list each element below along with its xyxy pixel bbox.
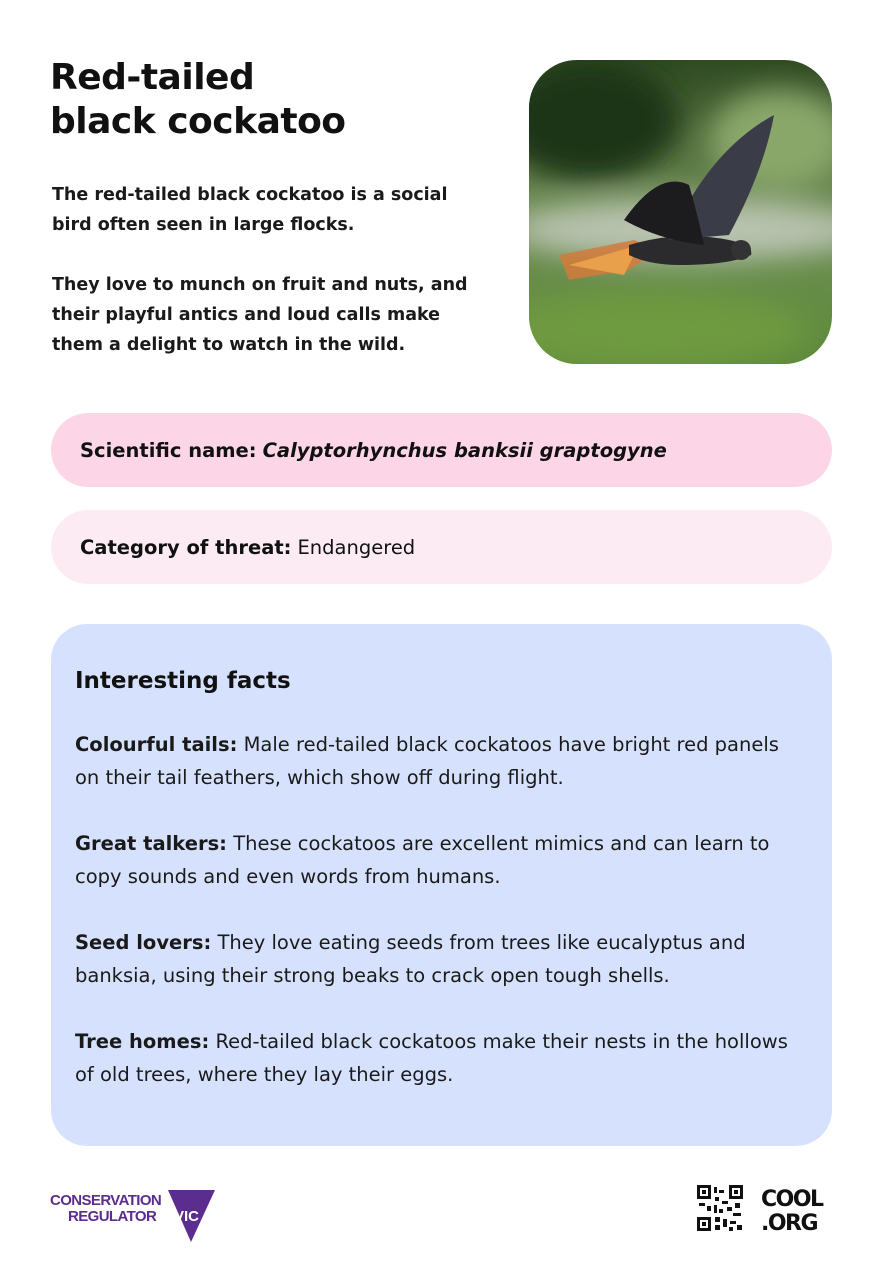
intro-paragraph-1: The red-tailed black cockatoo is a social bird often seen in large flocks. (52, 185, 448, 235)
footer-right (697, 1185, 831, 1237)
interesting-facts-panel (51, 624, 832, 1146)
fact-label: Great talkers: (75, 832, 227, 855)
intro-text (52, 180, 482, 390)
facts-heading: Interesting facts (75, 668, 291, 694)
scientific-name-value: Calyptorhynchus banksii graptogyne (262, 438, 667, 462)
conservation-regulator-logo (50, 1190, 220, 1246)
fact-label: Seed lovers: (75, 931, 212, 954)
page-title (50, 56, 430, 144)
qr-code-icon[interactable] (697, 1185, 743, 1237)
title-line-2: black cockatoo (50, 101, 346, 142)
fact-item (75, 827, 808, 893)
svg-text:COOL: COOL (761, 1187, 823, 1212)
title-line-1: Red-tailed (50, 57, 255, 98)
svg-text:CONSERVATION: CONSERVATION (50, 1192, 162, 1209)
threat-category-label: Category of threat: (80, 535, 292, 559)
fact-item (75, 728, 808, 794)
cockatoo-photo (529, 60, 832, 364)
threat-category-pill (51, 510, 832, 584)
fact-item (75, 926, 808, 992)
svg-text:VIC: VIC (174, 1208, 200, 1225)
intro-paragraph-2: They love to munch on fruit and nuts, and their playful antics and loud calls make them a delight to watch in the wild. (52, 275, 468, 355)
fact-label: Tree homes: (75, 1030, 210, 1053)
svg-text:.ORG: .ORG (761, 1211, 818, 1233)
svg-text:REGULATOR: REGULATOR (68, 1208, 157, 1225)
scientific-name-label: Scientific name: (80, 438, 257, 462)
threat-category-value: Endangered (297, 535, 416, 559)
fact-label: Colourful tails: (75, 733, 238, 756)
fact-text: They love eating seeds from trees like eucalyptus and banksia, using their strong beaks to crack open tough shells. (75, 931, 746, 987)
fact-text: Male red-tailed black cockatoos have bright red panels on their tail feathers, which show off during flight. (75, 733, 779, 789)
fact-text: Red-tailed black cockatoos make their nests in the hollows of old trees, where they lay their eggs. (75, 1030, 788, 1086)
cool-org-logo (761, 1185, 831, 1237)
scientific-name-pill (51, 413, 832, 487)
fact-text: These cockatoos are excellent mimics and can learn to copy sounds and even words from humans. (75, 832, 770, 888)
fact-item (75, 1025, 808, 1091)
